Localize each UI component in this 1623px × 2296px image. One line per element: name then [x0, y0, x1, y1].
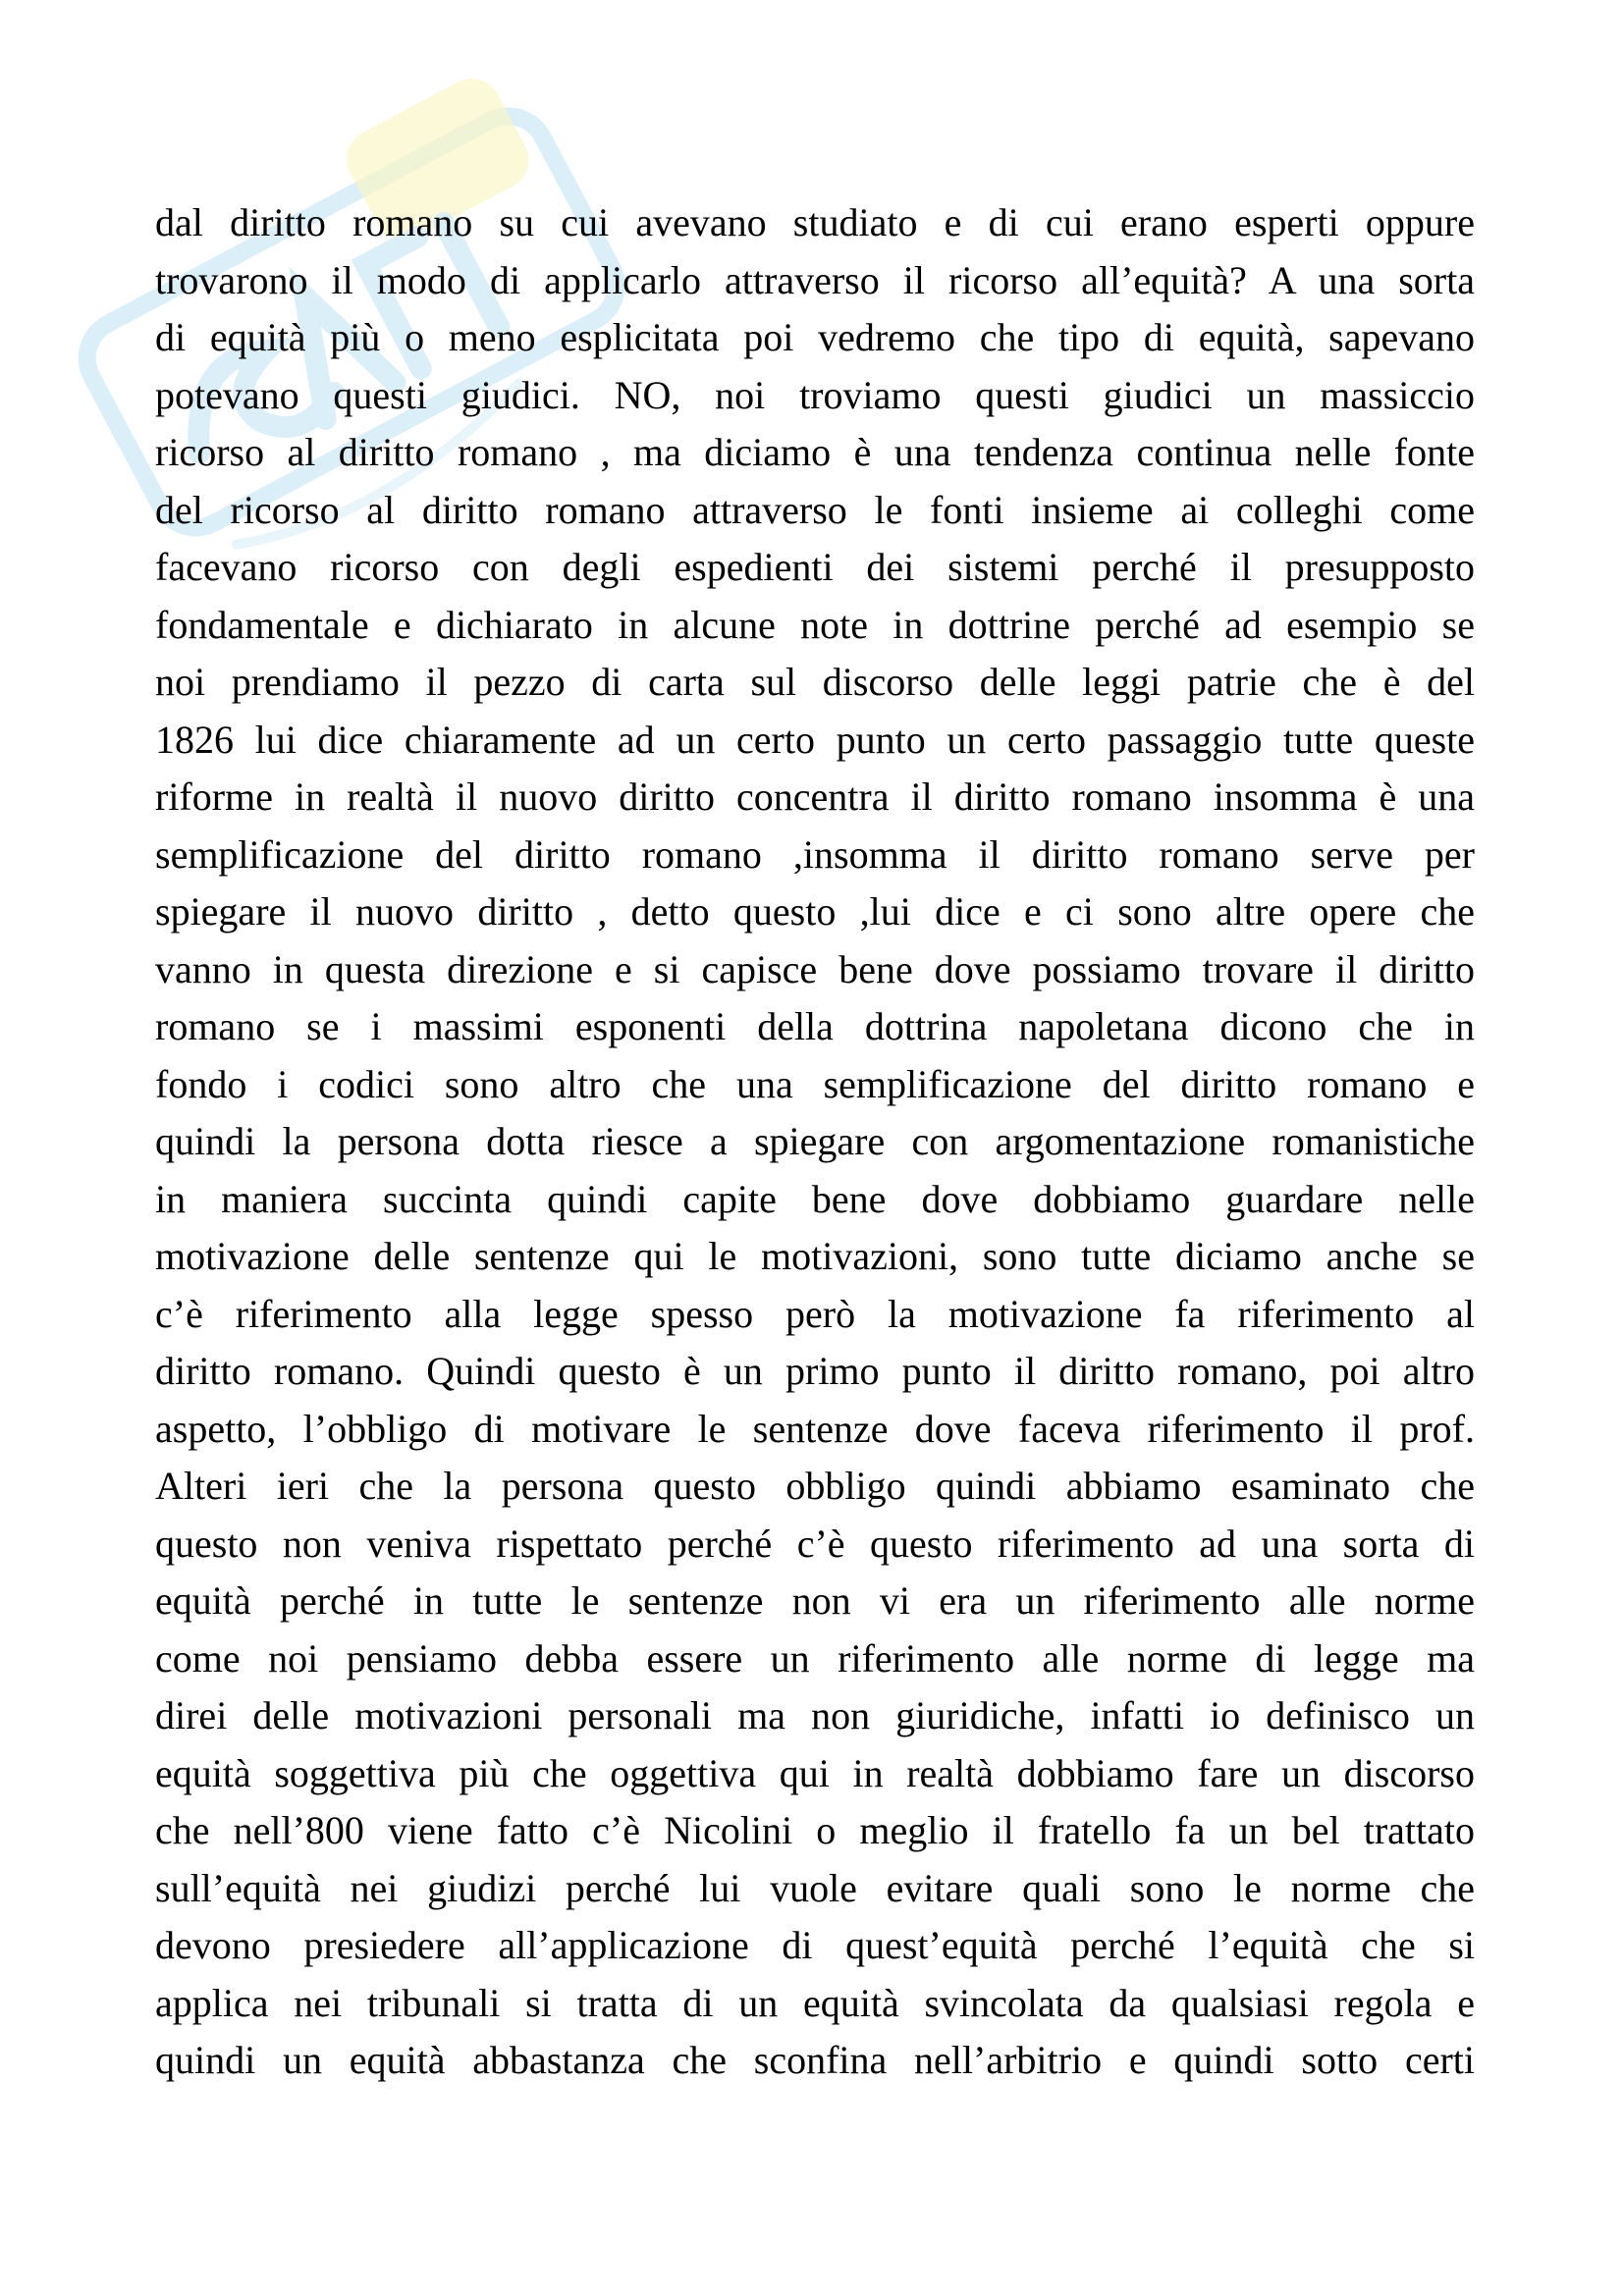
text-line: in maniera succinta quindi capite bene dove dobbiamo guardare nelle	[155, 1176, 1475, 1221]
text-line: fondamentale e dichiarato in alcune note in dottrine perché ad esempio se	[155, 602, 1475, 647]
text-line: quindi un equità abbastanza che sconfina nell’arbitrio e quindi sotto certi	[155, 2038, 1475, 2082]
text-line: applica nei tribunali si tratta di un equità svincolata da qualsiasi regola e	[155, 1980, 1475, 2025]
text-line: facevano ricorso con degli espedienti dei sistemi perché il presupposto	[155, 545, 1475, 589]
text-line: di equità più o meno esplicitata poi vedremo che tipo di equità, sapevano	[155, 315, 1475, 359]
text-line: che nell’800 viene fatto c’è Nicolini o meglio il fratello fa un bel trattato	[155, 1808, 1475, 1852]
text-line: 1826 lui dice chiaramente ad un certo punto un certo passaggio tutte queste	[155, 717, 1475, 762]
text-line: noi prendiamo il pezzo di carta sul discorso delle leggi patrie che è del	[155, 660, 1475, 704]
text-line: questo non veniva rispettato perché c’è questo riferimento ad una sorta di	[155, 1521, 1475, 1566]
text-line: quindi la persona dotta riesce a spiegare con argomentazione romanistiche	[155, 1119, 1475, 1163]
text-line: potevano questi giudici. NO, noi troviamo questi giudici un massiccio	[155, 372, 1475, 417]
text-line: c’è riferimento alla legge spesso però la motivazione fa riferimento al	[155, 1291, 1475, 1336]
text-line: del ricorso al diritto romano attraverso le fonti insieme ai colleghi come	[155, 487, 1475, 532]
text-line: riforme in realtà il nuovo diritto concentra il diritto romano insomma è una	[155, 774, 1475, 819]
text-line: trovarono il modo di applicarlo attraverso il ricorso all’equità? A una sorta	[155, 257, 1475, 302]
text-line: aspetto, l’obbligo di motivare le sentenze dove faceva riferimento il prof.	[155, 1406, 1475, 1451]
text-line: vanno in questa direzione e si capisce bene dove possiamo trovare il diritto	[155, 946, 1475, 991]
text-line: devono presiedere all’applicazione di quest’equità perché l’equità che si	[155, 1923, 1475, 1967]
text-line: ricorso al diritto romano , ma diciamo è una tendenza continua nelle fonte	[155, 430, 1475, 474]
text-line: spiegare il nuovo diritto , detto questo ,lui dice e ci sono altre opere che	[155, 889, 1475, 934]
text-line: come noi pensiamo debba essere un riferimento alle norme di legge ma	[155, 1635, 1475, 1681]
text-line: Alteri ieri che la persona questo obbligo quindi abbiamo esaminato che	[155, 1464, 1475, 1508]
text-line: motivazione delle sentenze qui le motivazioni, sono tutte diciamo anche se	[155, 1234, 1475, 1278]
text-line: semplificazione del diritto romano ,insomma il diritto romano serve per	[155, 831, 1475, 877]
text-line: direi delle motivazioni personali ma non giuridiche, infatti io definisco un	[155, 1693, 1475, 1737]
text-line: sull’equità nei giudizi perché lui vuole evitare quali sono le norme che	[155, 1865, 1475, 1910]
text-line: equità perché in tutte le sentenze non vi era un riferimento alle norme	[155, 1578, 1475, 1623]
text-line: fondo i codici sono altro che una semplificazione del diritto romano e	[155, 1061, 1475, 1106]
text-line: diritto romano. Quindi questo è un primo punto il diritto romano, poi altro	[155, 1349, 1475, 1393]
document-body	[155, 194, 1475, 2090]
text-line: romano se i massimi esponenti della dottrina napoletana dicono che in	[155, 1004, 1475, 1048]
text-line: dal diritto romano su cui avevano studiato e di cui erano esperti oppure	[155, 200, 1475, 244]
text-line: equità soggettiva più che oggettiva qui in realtà dobbiamo fare un discorso	[155, 1750, 1475, 1795]
